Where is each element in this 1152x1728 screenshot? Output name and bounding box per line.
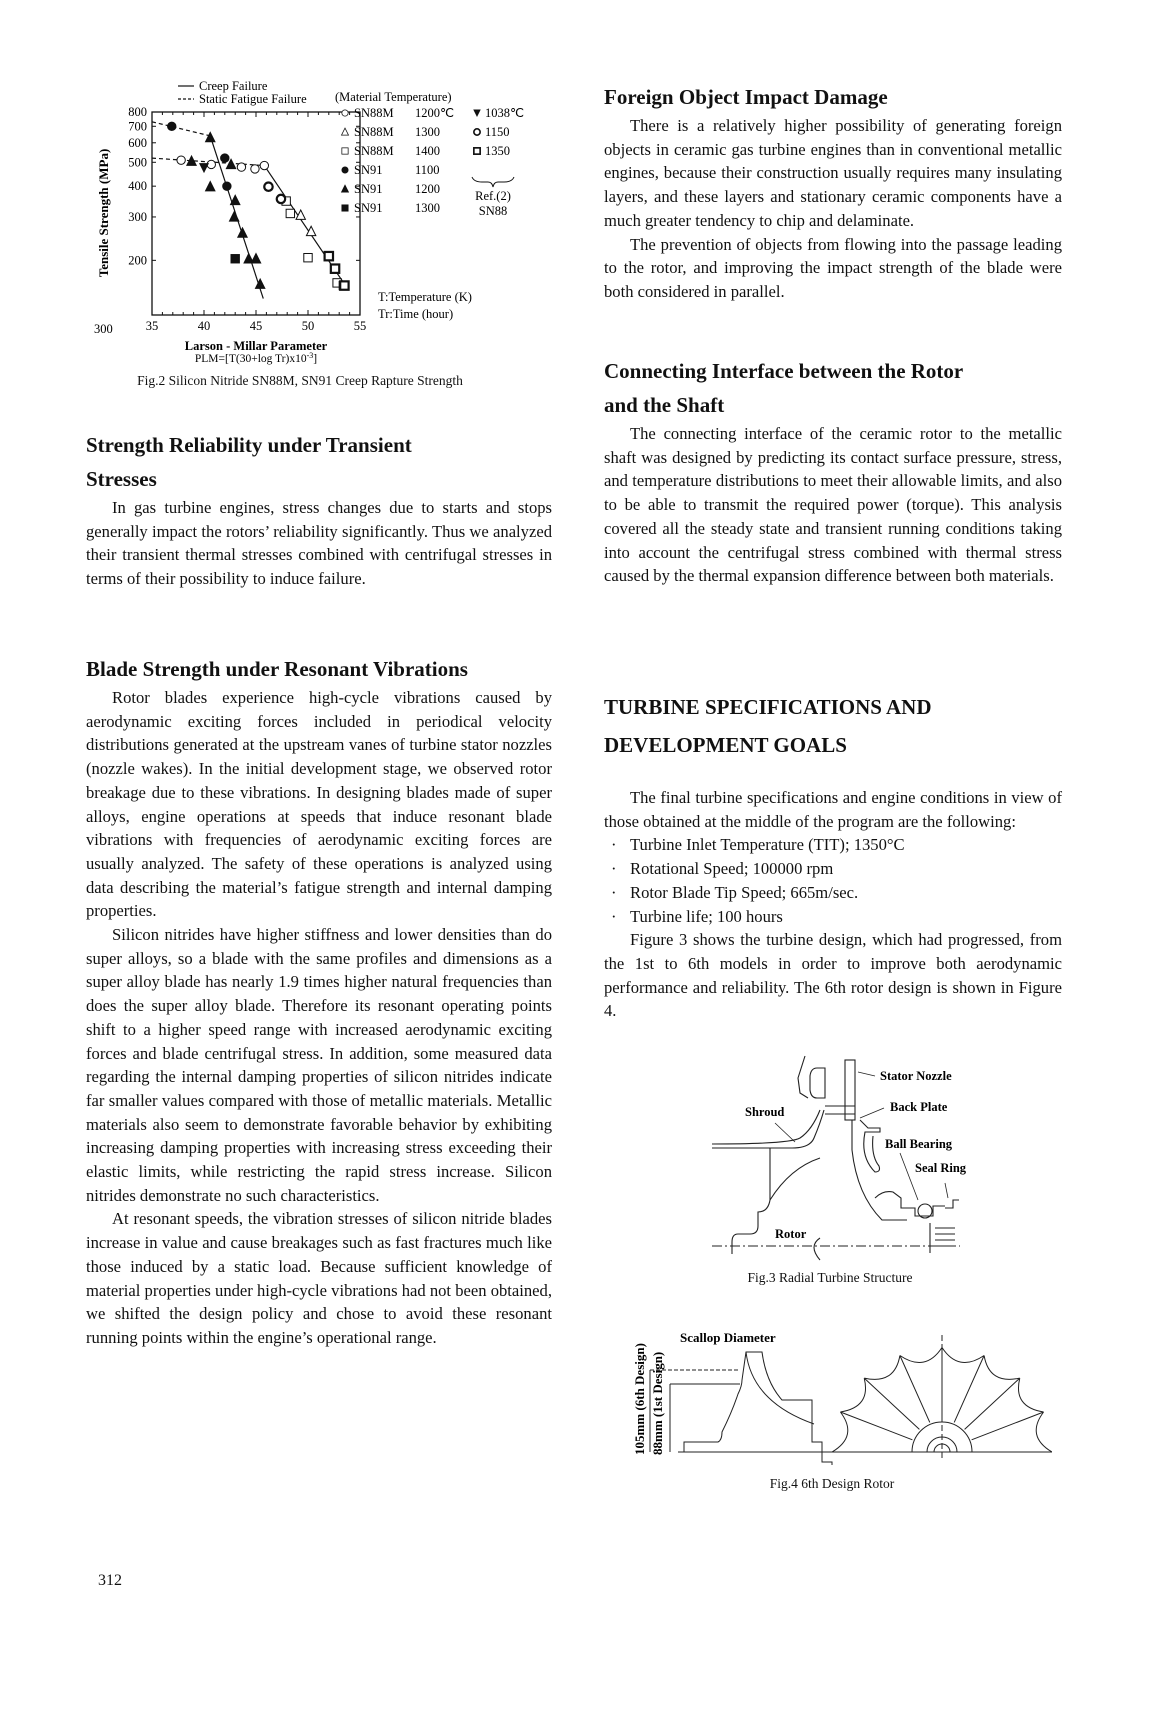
section-connecting-interface	[604, 354, 1062, 588]
reference-legend	[474, 106, 524, 158]
y-tick-label: 500	[128, 155, 147, 170]
y-tick-label: 800	[128, 105, 147, 119]
paragraph: The prevention of objects from flowing into the passage leading to the rotor, and improving the impact strength of the blade were both considered in parallel.	[604, 234, 1062, 301]
data-point	[206, 132, 215, 141]
data-point	[264, 183, 272, 191]
seal-ring-shape	[945, 1200, 959, 1208]
data-point	[221, 154, 229, 162]
label-back-plate: Back Plate	[890, 1100, 948, 1114]
data-point	[286, 209, 294, 217]
data-point	[231, 195, 240, 204]
stator-nozzle-shape	[845, 1060, 855, 1120]
material-header: (Material Temperature)	[335, 90, 452, 104]
label-stator-nozzle: Stator Nozzle	[880, 1069, 952, 1083]
data-point	[237, 163, 245, 171]
y-tick-label: 400	[128, 179, 147, 194]
section-heading: Foreign Object Impact Damage	[604, 85, 888, 109]
rotor-blade-edge	[770, 1158, 820, 1200]
paragraph: The connecting interface of the ceramic rotor to the metallic shaft was designed by predicting its contact surface pressure, stress, and temperature distributions to meet their allowable limits, and also to be able to transmit the required power (torque). This analysis covered all the steady state and transient running conditions taking into account the centrifugal stress combined with thermal stress caused by the thermal expansion difference between both materials.	[604, 424, 1062, 586]
y-tick-label: 700	[128, 119, 147, 134]
data-point	[238, 228, 247, 237]
legend-material-name: SN88M	[354, 106, 394, 120]
bearing-housing	[875, 1192, 945, 1216]
y-tick-labels	[128, 105, 147, 267]
legend-marker	[342, 205, 348, 211]
label-dim-6th: 105mm (6th Design)	[632, 1343, 647, 1455]
data-point	[229, 212, 238, 221]
x-tick-labels	[146, 319, 367, 333]
label-rotor: Rotor	[775, 1227, 807, 1241]
data-point	[206, 182, 215, 191]
section-heading: Blade Strength under Resonant Vibrations	[86, 657, 468, 681]
x-tick-label: 35	[145, 319, 159, 333]
label-dim-1st: 88mm (1st Design)	[650, 1351, 665, 1455]
data-markers	[168, 122, 349, 290]
label-seal-ring: Seal Ring	[915, 1161, 967, 1175]
y-tick-label: 200	[128, 253, 147, 268]
legend-ref-temp: 1150	[485, 125, 510, 139]
legend-material-temp: 1200	[415, 182, 440, 196]
legend-material-temp: 1100	[415, 163, 440, 177]
rotor-hub-curve	[746, 1352, 814, 1424]
legend-marker	[341, 128, 348, 135]
label-shroud: Shroud	[745, 1105, 785, 1119]
material-legend	[341, 106, 454, 215]
legend-static-label: Static Fatigue Failure	[199, 92, 307, 106]
paragraph: There is a relatively higher possibility of generating foreign objects in ceramic gas turbine engines than in conventional metallic engines, because their construction usually requires many insulating layers, and these layers and stationary ceramic components have a much greater tendency to chip and delaminate.	[604, 116, 1062, 230]
legend-material-name: SN91	[354, 163, 383, 177]
spec-item: · Turbine life; 100 hours	[611, 906, 783, 926]
y-axis-label: Tensile Strength (MPa)	[96, 148, 111, 278]
section-resonant-vibrations	[86, 652, 552, 1350]
rotor-design-diagram	[612, 1300, 1052, 1465]
paragraph: Silicon nitrides have higher stiffness and lower densities than do super alloys, so a blade with the same profiles and dimensions as a super alloy blade has nearly 1.9 times higher natural frequencies than does the super alloy blade. Therefore its resonant operating points shift to a higher speed range with increased aerodynamic exciting forces and blade centrifugal stress. In addition, some measured data regarding the internal damping properties of silicon nitrides indicate far smaller values compared with those of metallic materials. Metallic materials also seem to demonstrate favorable behavior by exhibiting increasing damping properties with increasing stress exceeding their elastic limits, while restricting the rapid stress increase. Silicon nitrides demonstrate no such characteristics.	[86, 925, 552, 1205]
data-point	[168, 122, 176, 130]
y-tick-label: 600	[128, 135, 147, 150]
figure-3-caption: Fig.3 Radial Turbine Structure	[747, 1270, 913, 1285]
x-axis-formula: PLM=[T(30+log $Tr)x10^{-3}$]	[194, 351, 318, 365]
data-point	[231, 255, 239, 263]
note-time: Tr:Time (hour)	[378, 307, 454, 321]
x-axis-label: Larson - Millar Parameter	[184, 339, 328, 353]
rotation-arrow-icon	[814, 1238, 820, 1260]
data-point	[260, 161, 268, 169]
legend-marker	[341, 185, 348, 192]
label-ball-bearing: Ball Bearing	[885, 1137, 953, 1151]
plot-area	[152, 112, 360, 315]
data-point	[304, 253, 312, 261]
figure-3	[680, 1048, 980, 1288]
legend-material-temp: 1200℃	[415, 106, 455, 120]
fit-lines	[152, 122, 342, 299]
back-plate-detail	[860, 1120, 880, 1172]
label-scallop-diameter: Scallop Diameter	[680, 1330, 776, 1345]
x-tick-label: 45	[249, 319, 263, 333]
paragraph-outro: Figure 3 shows the turbine design, which had progressed, from the 1st to 6th models in order to improve both aerodynamic performance and reliability. The 6th rotor design is shown in Figure 4.	[604, 930, 1062, 1021]
legend-material-name: SN88M	[354, 144, 394, 158]
axis-ticks	[152, 112, 360, 315]
legend-ref-temp: 1038℃	[485, 106, 525, 120]
legend-ref-marker	[474, 129, 480, 135]
legend-material-name: SN88M	[354, 125, 394, 139]
legend-ref-marker	[474, 148, 480, 154]
figure-2-caption: Fig.2 Silicon Nitride SN88M, SN91 Creep Rapture Strength	[137, 373, 463, 388]
nozzle-flange	[810, 1068, 825, 1098]
data-point	[331, 264, 339, 272]
reference-material: SN88	[478, 204, 508, 218]
legend-material-temp: 1300	[415, 201, 440, 215]
reference-brace	[472, 177, 514, 187]
data-point	[200, 164, 208, 172]
paragraph: Rotor blades experience high-cycle vibrations caused by aerodynamic exciting forces included in periodical velocity distributions generated at the upstream vanes of turbine stator nozzles (nozzle wakes). In the initial development stage, we observed rotor breakage due to these vibrations. In designing blades made of super alloys, engine operations at speeds that induce resonant blade vibrations with frequencies of aerodynamic exciting forces are usually analyzed. The safety of these operations is analyzed using data describing the material’s fatigue strength and internal damping properties.	[86, 688, 552, 921]
spec-list	[604, 833, 1062, 928]
paragraph-intro: The final turbine specifications and engine conditions in view of those obtained at the middle of the program are the following:	[604, 788, 1062, 831]
note-temperature: T:Temperature (K)	[378, 290, 472, 304]
data-point	[251, 254, 260, 263]
spec-item: · Rotor Blade Tip Speed; 665m/sec.	[611, 882, 859, 902]
rotor-profile	[684, 1352, 832, 1465]
legend-material-temp: 1400	[415, 144, 440, 158]
x-tick-label: 40	[197, 319, 211, 333]
y-tick-label: 300	[128, 209, 147, 224]
shroud-outline	[798, 1056, 808, 1098]
creep-strength-chart	[70, 78, 540, 398]
page-number: 312	[98, 1572, 122, 1589]
figure-4-caption: Fig.4 6th Design Rotor	[769, 1476, 895, 1491]
rotor-outline	[732, 1148, 770, 1254]
paragraph: In gas turbine engines, stress changes due to starts and stops generally impact the rotors’ reliability significantly. Thus we analyzed their transient thermal stresses combined with centrifugal stresses in terms of their possibility to induce failure.	[86, 498, 552, 589]
legend-material-temp: 1300	[415, 125, 440, 139]
paragraph: At resonant speeds, the vibration stresses of silicon nitride blades increase in value and cause breakages such as fast fractures much like those induced by a static load. Because sufficient knowledge of material properties under high-cycle vibrations had not been obtained, we shifted the design policy and chose to avoid these resonant running points within the engine’s operational range.	[86, 1209, 552, 1347]
legend-ref-temp: 1350	[485, 144, 510, 158]
spec-item: · Turbine Inlet Temperature (TIT); 1350°C	[611, 835, 905, 855]
section-foreign-object	[604, 80, 1062, 304]
figure-4	[612, 1300, 1052, 1490]
x-tick-label: 50	[301, 319, 315, 333]
data-point	[277, 195, 285, 203]
static-fatigue-line	[152, 122, 210, 136]
data-point	[177, 156, 185, 164]
radial-turbine-diagram	[680, 1048, 980, 1263]
section-turbine-specifications	[604, 688, 1062, 1023]
y-bottom-label: 300	[94, 322, 113, 336]
data-point	[340, 281, 348, 289]
legend-ref-marker	[474, 110, 480, 116]
legend-marker	[342, 148, 348, 154]
legend-material-name: SN91	[354, 201, 383, 215]
legend-marker	[342, 110, 348, 116]
section-transient-stresses	[86, 428, 552, 591]
data-point	[207, 160, 215, 168]
data-point	[325, 252, 333, 260]
reference-label: Ref.(2)	[475, 189, 511, 203]
data-point	[251, 165, 259, 173]
legend-marker	[342, 167, 348, 173]
data-point	[223, 182, 231, 190]
spec-item: · Rotational Speed; 100000 rpm	[611, 859, 834, 879]
legend-creep-label: Creep Failure	[199, 79, 268, 93]
figure-2	[70, 78, 540, 398]
legend-material-name: SN91	[354, 182, 383, 196]
nozzle-vane	[825, 1106, 855, 1114]
shaft-lines	[930, 1223, 955, 1253]
x-tick-label: 55	[353, 319, 367, 333]
section-heading: Connecting Interface between the Rotor and the Shaft	[604, 359, 964, 417]
section-heading: TURBINE SPECIFICATIONS AND DEVELOPMENT GOALS	[604, 695, 932, 757]
section-heading: Strength Reliability under Transient Stresses	[86, 433, 412, 491]
